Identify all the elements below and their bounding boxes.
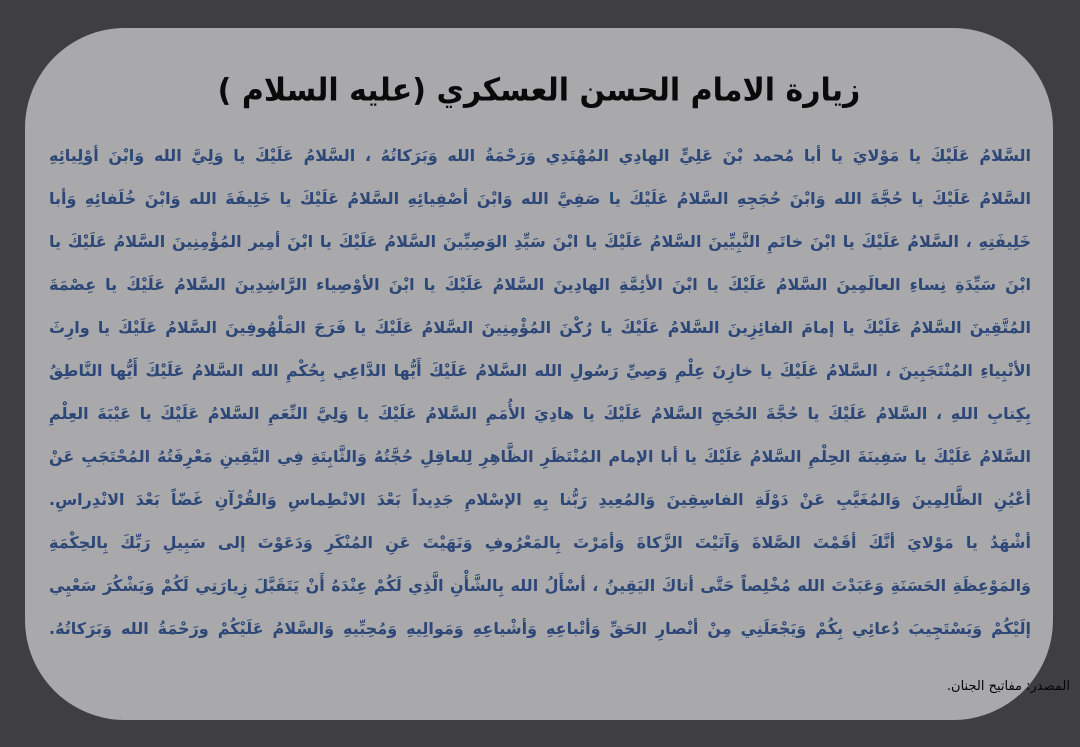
body-line: المُتَّقِينَ السَّلامُ عَلَيْكَ يا إمامَ الفائِزِينَ السَّلامُ عَلَيْكَ يا رُكْنَ المُؤْمِنِينَ السَّلامُ عَلَيْكَ يا فَرَجَ المَلْهُوفِينَ السَّلامُ عَلَيْكَ يا وارِثَ: [49, 318, 1031, 337]
body-line: خَلِيفَتِهِ ، السَّلامُ عَلَيْكَ يا ابْنَ خاتَمِ النَّبِيِّينَ السَّلامُ عَلَيْكَ يا ابْنَ سَيِّدِ الوَصِيِّينَ السَّلامُ عَلَيْكَ يا ابْنَ أمِير المُؤْمِنِينَ السَّلامُ عَلَيْكَ يا: [49, 232, 1031, 251]
text-card: [25, 28, 1053, 720]
body-line: أشْهَدُ يا مَوْلايَ أنَّكَ أقَمْتَ الصَّلاةَ وَآتَيْتَ الزَّكاةَ وَأمَرْتَ بِالمَعْرُوفِ وَنَهَيْتَ عَنِ المُنْكَرِ وَدَعَوْتَ إلى سَبِيلِ رَبِّكَ بِالحِكْمَةِ: [49, 533, 1031, 552]
ziyarah-title: زيارة الامام الحسن العسكري (عليه السلام ): [217, 72, 861, 109]
body-line: إلَيْكُمْ وَيَسْتَجِيبَ دُعائِي بِكُمْ وَيَجْعَلَنِي مِنْ أنْصارِ الحَقِّ وَأتْباعِهِ وَأشْياعِهِ وَمَوالِيهِ وَمُحِبِّيهِ وَالسَّلامُ عَلَيْكُمْ ورَحْمَةُ الله وَبَرَكاتُهُ.: [49, 619, 1031, 638]
source-credit: المصدر: مفاتيح الجنان.: [946, 679, 1070, 694]
body-line: السَّلامُ عَلَيْكَ يا سَفِينَةَ الحِلْمِ السَّلامُ عَلَيْكَ يا أبا الإمام المُنْتَظَرِ الظَّاهِرِ لِلعاقِلِ حُجَّتُهُ وَالثَّابِتَةِ فِي اليَّقِينِ مَعْرِفَتُهُ المُحْتَجَبِ عَنْ: [49, 447, 1031, 466]
body-line: أعْيُنِ الظَّالِمِينَ وَالمُغَيَّبِ عَنْ دَوْلَةِ الفاسِقِينَ وَالمُعِيدِ رَبُّنا بِهِ الإسْلامِ جَدِيداً بَعْدَ الانْطِماسِ وَالقُرْآنِ غَضّاً بَعْدَ الانْدِراسِ.: [49, 490, 1031, 509]
body-line: ابْنَ سَيِّدَةِ نِساءِ العالَمِينَ السَّلامُ عَلَيْكَ يا ابْنَ الأئِمَّةِ الهادِينَ السَّلامُ عَلَيْكَ يا ابْنَ الأوْصِياء الرَّاشِدِينَ السَّلامُ عَلَيْكَ يا عِصْمَةَ: [49, 275, 1031, 294]
body-line: الأنْبِياءِ المُنْتَجَبِينَ ، السَّلامُ عَلَيْكَ يا خازِنَ عِلْمِ وَصِيِّ رَسُولِ الله السَّلامُ عَلَيْكَ أَيُّها الدَّاعِي بِحُكْمِ الله السَّلامُ عَلَيْكَ أَيُّها النَّاطِقُ: [49, 361, 1031, 380]
body-line: وَالمَوْعِظَةِ الحَسَنَةِ وَعَبَدْتَ الله مُخْلِصاً حَتَّى أتاكَ اليَقِينُ ، أسْأَلُ الله بِالشَّأْنِ الَّذِي لَكُمْ عِنْدَهُ أَنْ يَتَقَبَّلَ زِيارَتِي لَكُمْ وَيَشْكُرَ سَعْيِي: [49, 576, 1031, 595]
ziyarah-body: [25, 134, 1053, 650]
body-line: السَّلامُ عَلَيْكَ يا مَوْلايَ يا أبا مُحمد بْنَ عَلِيٍّ الهادِي المُهْتَدِي وَرَحْمَةُ الله وَبَرَكاتُهُ ، السَّلامُ عَلَيْكَ يا وَلِيَّ الله وَابْنَ أوْلِيائِهِ: [49, 146, 1031, 165]
body-line: السَّلامُ عَلَيْكَ يا حُجَّةَ الله وَابْنَ حُجَجِهِ السَّلامُ عَلَيْكَ يا صَفِيَّ الله وَابْنَ أصْفِيائِهِ السَّلامُ عَلَيْكَ يا خَلِيفَةَ الله وَابْنَ خُلَفائِهِ وَأبا: [49, 189, 1031, 208]
body-line: بِكِتابِ اللهِ ، السَّلامُ عَلَيْكَ يا حُجَّةَ الحُجَجِ السَّلامُ عَلَيْكَ يا هادِيَ الأُمَمِ السَّلامُ عَلَيْكَ يا وَلِيَّ النِّعَمِ السَّلامُ عَلَيْكَ يا عَيْبَةَ العِلْمِ: [49, 404, 1031, 423]
